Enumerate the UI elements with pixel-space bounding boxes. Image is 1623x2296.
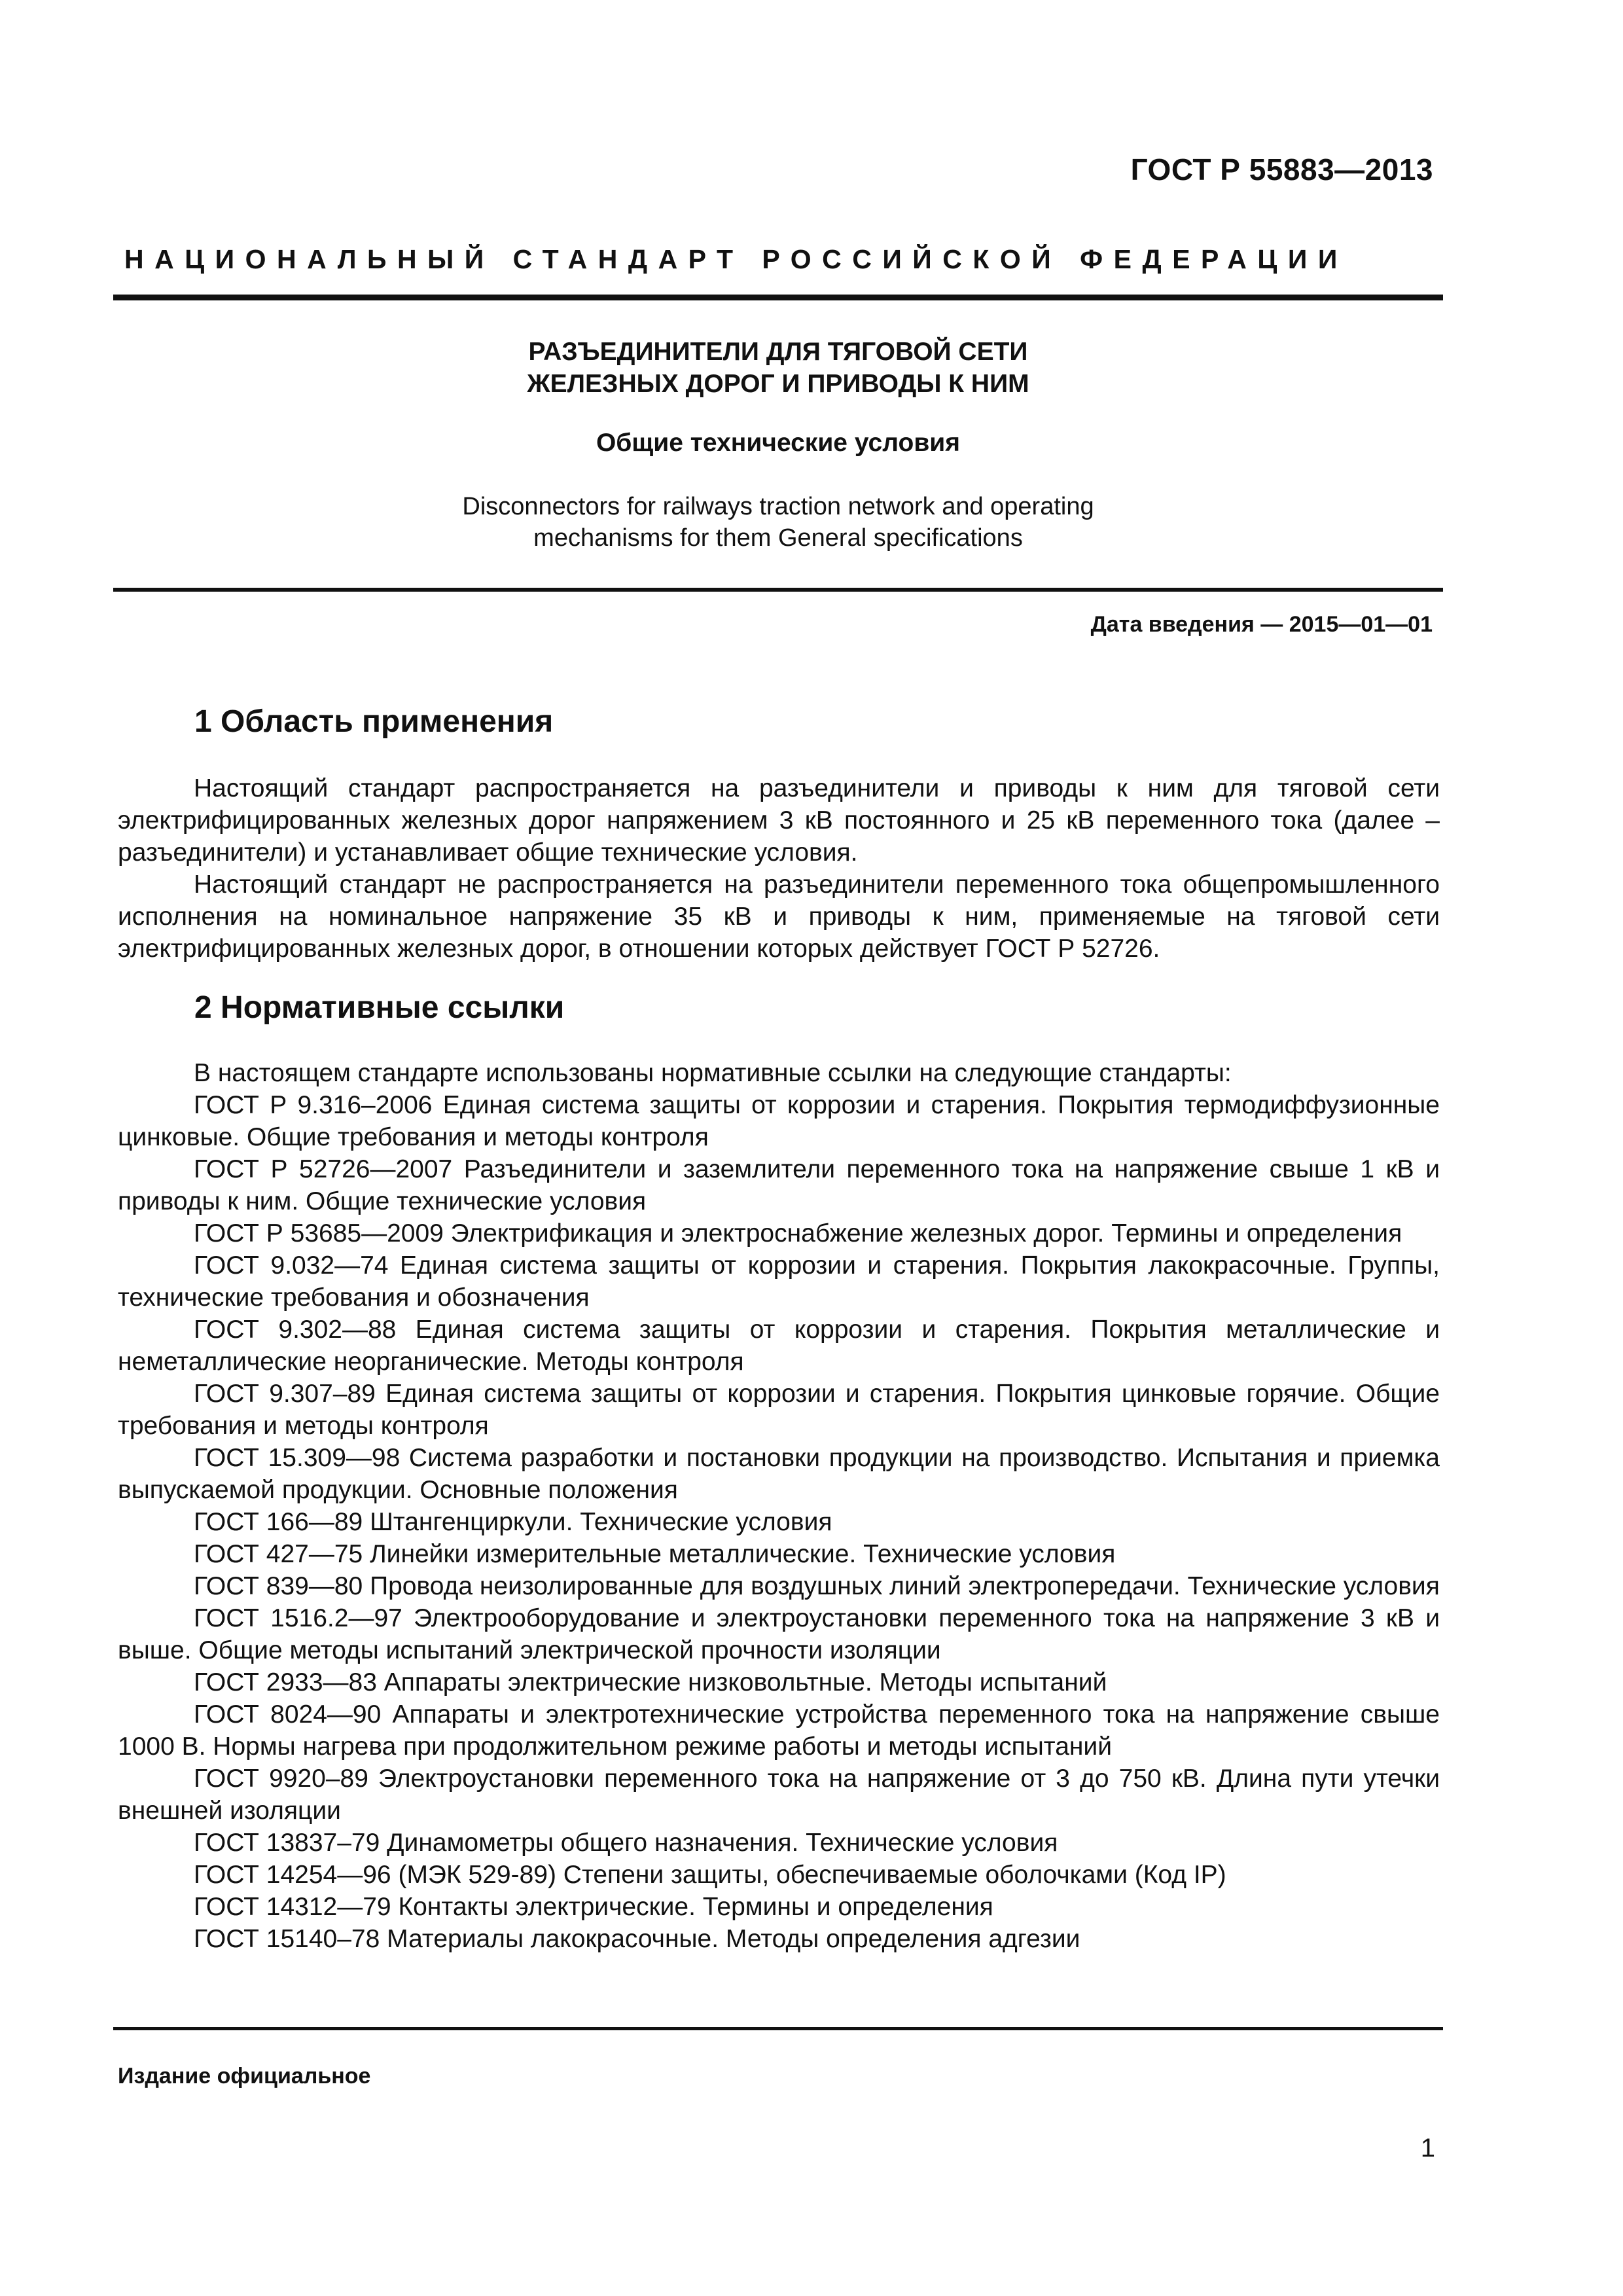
reference-item: ГОСТ 427—75 Линейки измерительные металлические. Технические условия (194, 1540, 1116, 1568)
reference-item: ГОСТ 839—80 Провода неизолированные для воздушных линий электропередачи. Технические условия (194, 1572, 1440, 1600)
reference-item: ГОСТ 9.302—88 Единая система защиты от коррозии и старения. Покрытия металлические и неметаллические неорганические. Методы контроля (118, 1316, 1440, 1376)
title-russian-line-1: РАЗЪЕДИНИТЕЛИ ДЛЯ ТЯГОВОЙ СЕТИ (528, 338, 1028, 366)
title-english-line-2: mechanisms for them General specifications (533, 524, 1023, 552)
title-rule (113, 588, 1443, 592)
section-2-heading: 2 Нормативные ссылки (194, 990, 565, 1025)
introduction-date: Дата введения — 2015—01—01 (1090, 612, 1433, 637)
page-number: 1 (1420, 2134, 1435, 2162)
header-rule (113, 295, 1443, 300)
reference-item: ГОСТ 9.032—74 Единая система защиты от коррозии и старения. Покрытия лакокрасочные. Группы, технические требования и обозначения (118, 1251, 1440, 1312)
footer-rule (113, 2027, 1443, 2030)
title-english-line-1: Disconnectors for railways traction network and operating (462, 493, 1094, 520)
title-russian-line-2: ЖЕЛЕЗНЫХ ДОРОГ И ПРИВОДЫ К НИМ (527, 370, 1029, 398)
reference-item: ГОСТ 13837–79 Динамометры общего назначения. Технические условия (194, 1829, 1058, 1857)
section-1-body (118, 772, 1440, 965)
reference-item: ГОСТ 9920–89 Электроустановки переменного тока на напряжение от 3 до 750 кВ. Длина пути утечки внешней изоляции (118, 1765, 1440, 1825)
reference-item: ГОСТ 9.307–89 Единая система защиты от коррозии и старения. Покрытия цинковые горячие. Общие требования и методы контроля (118, 1380, 1440, 1440)
reference-item: ГОСТ Р 9.316–2006 Единая система защиты от коррозии и старения. Покрытия термодиффузионные цинковые. Общие требования и методы контроля (118, 1091, 1440, 1151)
subtitle-russian: Общие технические условия (596, 429, 961, 457)
reference-item: ГОСТ 8024—90 Аппараты и электротехнические устройства переменного тока на напряжение свыше 1000 В. Нормы нагрева при продолжительном режиме работы и методы испытаний (118, 1700, 1440, 1761)
reference-item: ГОСТ 15.309—98 Система разработки и постановки продукции на производство. Испытания и приемка выпускаемой продукции. Основные положения (118, 1444, 1440, 1504)
reference-item: ГОСТ 166—89 Штангенциркули. Технические условия (194, 1508, 832, 1536)
document-code: ГОСТ Р 55883—2013 (1130, 152, 1433, 187)
section-1-heading: 1 Область применения (194, 704, 554, 739)
title-russian (113, 336, 1443, 400)
reference-item: ГОСТ 15140–78 Материалы лакокрасочные. Методы определения адгезии (194, 1925, 1080, 1953)
section-1-paragraph: Настоящий стандарт распространяется на разъединители и приводы к ним для тяговой сети электрифицированных железных дорог напряжением 3 кВ постоянного и 25 кВ переменного тока (далее – разъединители) и устанавливает общие технические условия. (118, 774, 1440, 867)
title-english (113, 491, 1443, 554)
reference-item: В настоящем стандарте использованы нормативные ссылки на следующие стандарты: (194, 1059, 1232, 1087)
reference-item: ГОСТ 14312—79 Контакты электрические. Термины и определения (194, 1893, 993, 1921)
section-2-body (118, 1057, 1440, 1955)
reference-item: ГОСТ Р 53685—2009 Электрификация и электроснабжение железных дорог. Термины и определения (194, 1219, 1402, 1247)
reference-item: ГОСТ 1516.2—97 Электрооборудование и электроустановки переменного тока на напряжение 3 кВ и выше. Общие методы испытаний электрической прочности изоляции (118, 1604, 1440, 1664)
national-standard-banner: НАЦИОНАЛЬНЫЙ СТАНДАРТ РОССИЙСКОЙ ФЕДЕРАЦИИ (124, 244, 1348, 274)
section-1-paragraph: Настоящий стандарт не распространяется на разъединители переменного тока общепромышленного исполнения на номинальное напряжение 35 кВ и приводы к ним, применяемые на тяговой сети электрифицированных железных дорог, в отношении которых действует ГОСТ Р 52726. (118, 870, 1440, 963)
reference-item: ГОСТ 14254—96 (МЭК 529-89) Степени защиты, обеспечиваемые оболочками (Код IP) (194, 1861, 1226, 1889)
reference-item: ГОСТ Р 52726—2007 Разъединители и заземлители переменного тока на напряжение свыше 1 кВ и приводы к ним. Общие технические условия (118, 1155, 1440, 1215)
reference-item: ГОСТ 2933—83 Аппараты электрические низковольтные. Методы испытаний (194, 1668, 1107, 1696)
official-edition-label: Издание официальное (118, 2064, 371, 2089)
